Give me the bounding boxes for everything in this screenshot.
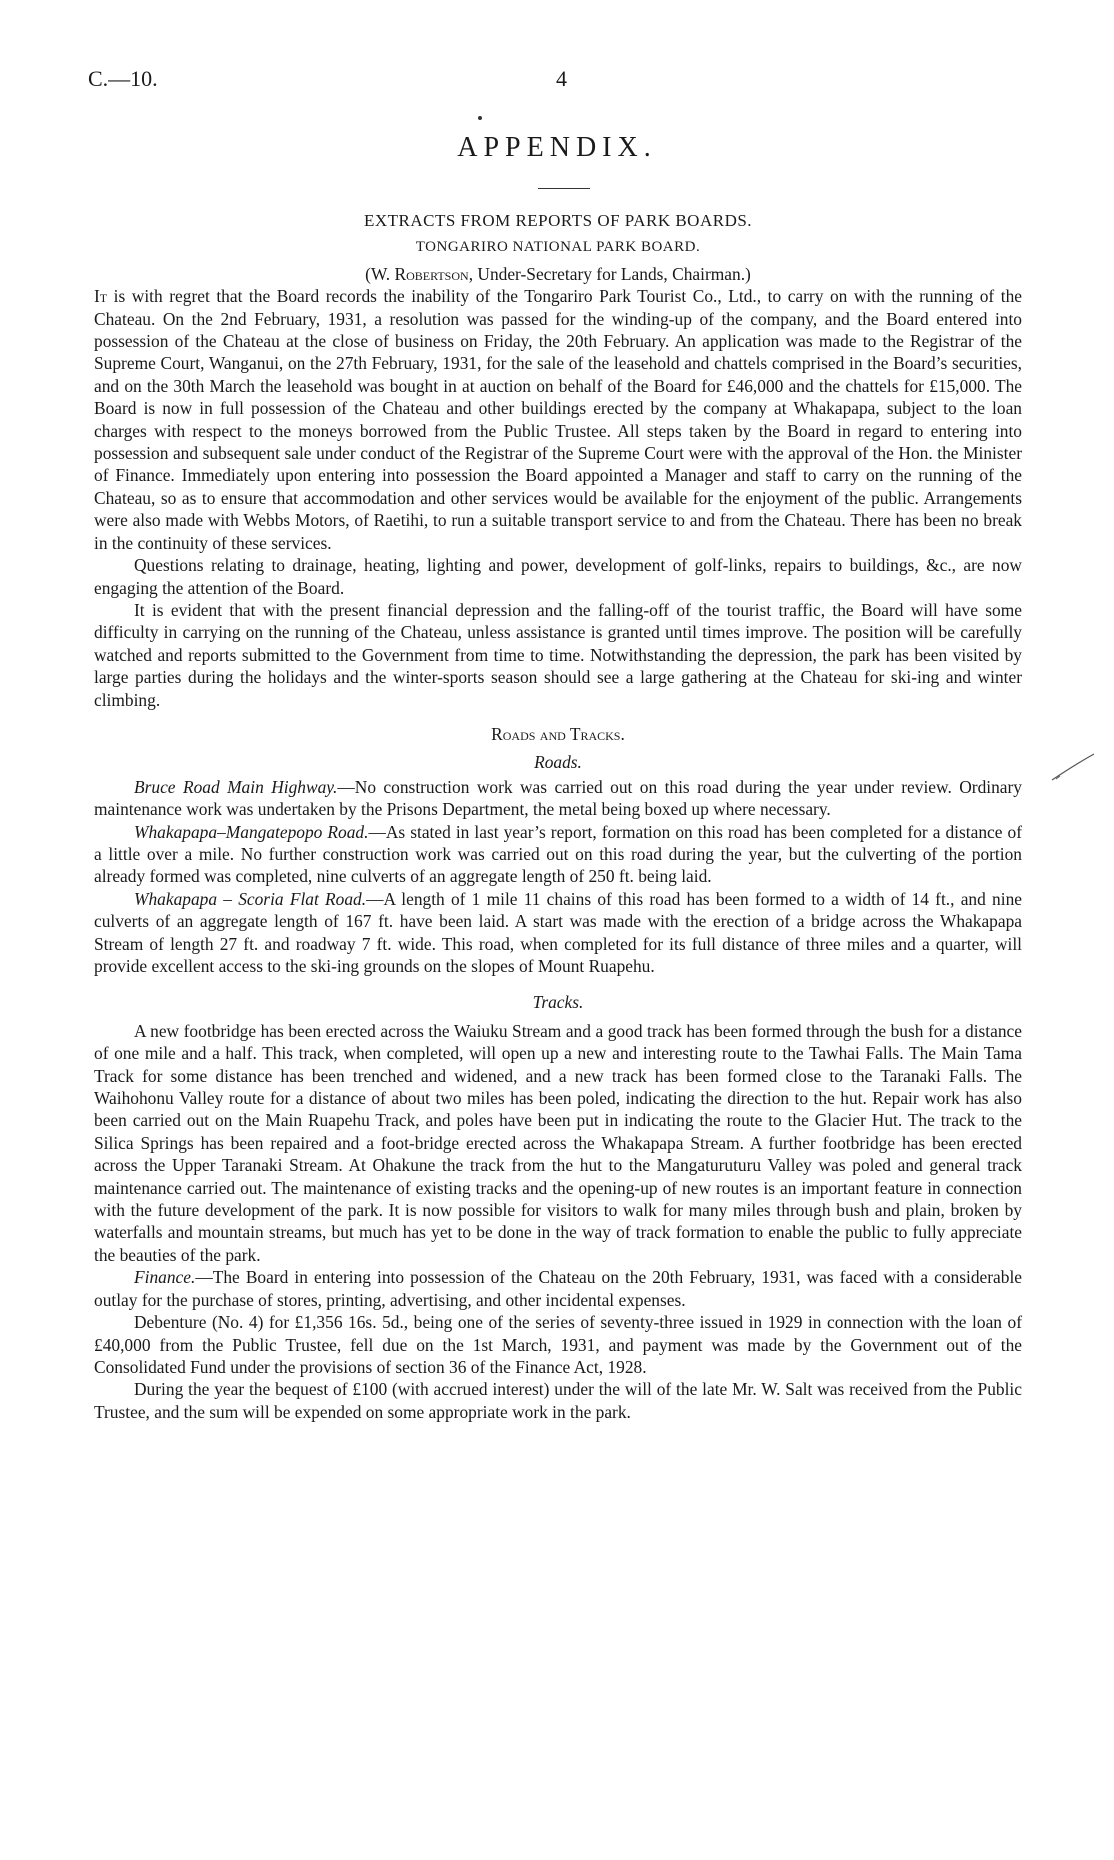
finance-lead: Finance. [134,1267,196,1288]
road-paragraph-bruce [94,776,1022,821]
chairman-rest: , Under-Secretary for Lands, Chairman.) [468,263,751,284]
page-header [88,66,1026,96]
chairman-line [94,263,1022,285]
road-paragraph-scoria-flat [94,888,1022,978]
board-title: TONGARIRO NATIONAL PARK BOARD. [415,239,701,256]
intro-paragraph-1 [94,285,1022,554]
road-paragraph-mangatepopo [94,821,1022,888]
finance-paragraph-2: Debenture (No. 4) for £1,356 16s. 5d., being one of the series of seventy-three issued in 1929 in connection with the loan of £40,000 from the Public Trustee, fell due on the 1st March, 1931, and payment was made by the Government out of the Consolidated Fund under the provisions of section 36 of the Finance Act, 1928. [94,1312,1022,1377]
roads-tracks-heading: Roads and Tracks. [491,723,625,744]
page-number: 4 [556,66,567,91]
finance-paragraph-1 [94,1266,1022,1311]
document-reference: C.—10. [88,66,158,91]
tracks-heading: Tracks. [532,992,584,1013]
road-text: —No construction work was carried out on this road during the year under review. Ordinary maintenance work was undertaken by the Prisons Department, the metal being boxed up where necessary. [94,776,1022,820]
print-speck [478,116,482,120]
intro-text: is with regret that the Board records the inability of the Tongariro Park Tourist Co., Ltd., to carry on with the running of the Chateau. On the 2nd February, 1931, a resolution was passed for the winding-up of the company, and the Board entered into possession of the Chateau at the close of business on Friday, the 20th February. An application was made to the Registrar of the Supreme Court, Wanganui, on the 27th February, 1931, for the sale of the leasehold and chattels comprised in the Board’s securities, and on the 30th March the leasehold was bought in at auction on behalf of the Board for £46,000 and the chattels for £15,000. The Board is now in full possession of the Chateau and other buildings erected by the company at Whakapapa, subject to the loan charges with respect to the moneys borrowed from the Public Trustee. All steps taken by the Board in regard to entering into possession and subsequent sale under conduct of the Registrar of the Supreme Court were with the approval of the Hon. the Minister of Finance. Immediately upon entering into possession the Board appointed a Manager and staff to carry on the running of the Chateau, so as to ensure that accommodation and other services would be available for the enjoyment of the public. Arrangements were also made with Webbs Motors, of Raetihi, to run a suitable transport service to and from the Chateau. There has been no break in the continuity of these services. [94,286,1022,553]
chairman-open: (W. [365,263,395,284]
road-lead: Bruce Road Main Highway. [134,776,338,797]
tracks-paragraph: A new footbridge has been erected across the Waiuku Stream and a good track has been formed through the bush for a distance of one mile and a half. This track, when completed, will open up a new and interesting route to the Tawhai Falls. The Main Tama Track for some distance has been trenched and widened, and a new track has been formed close to the Taranaki Falls. The Waihohonu Valley route for a distance of about two miles has been poled, indicating the direction to the hut. Repair work has also been carried out on the Main Ruapehu Track, and poles have been put in indicating the route to the Glacier Hut. The track to the Silica Springs has been repaired and a foot-bridge erected across the Whakapapa Stream. A further footbridge has been erected across the Upper Taranaki Stream. At Ohakune the track from the hut to the Mangaturuturu Valley was poled and general track maintenance carried out. The maintenance of existing tracks and the opening-up of new routes is an important feature in connection with the future development of the park. It is now possible for visitors to walk for many miles through bush and plain, broken by waterfalls and mountain streams, but much has yet to be done in the way of track formation to enable the public to fully appreciate the beauties of the park. [94,1020,1022,1265]
intro-paragraph-3: It is evident that with the present financial depression and the falling-off of the tourist traffic, the Board will have some difficulty in carrying on the running of the Chateau, unless assistance is granted until times improve. The position will be carefully watched and reports submitted to the Government from time to time. Notwithstanding the depression, the park has been visited by large parties during the holidays and the winter-sports season should see a large gathering at the Chateau for ski-ing and winter climbing. [94,599,1022,710]
body-text [94,208,1022,1423]
chairman-name: Robertson [394,263,469,284]
finance-paragraph-3: During the year the bequest of £100 (with accrued interest) under the will of the late Mr. W. Salt was received from the Public Trustee, and the sum will be expended on some appropriate work in the park. [94,1379,1022,1422]
margin-pencil-mark [1050,752,1096,782]
appendix-heading: APPENDIX. [457,132,657,163]
road-lead: Whakapapa – Scoria Flat Road. [134,888,367,909]
road-text: —A length of 1 mile 11 chains of this road has been formed to a width of 14 ft., and nine culverts of an aggregate length of 167 ft. have been laid. A start was made with the erection of a bridge across the Whakapapa Stream of length 27 ft. and roadway 7 ft. wide. This road, when completed for its full distance of three miles and a quarter, will provide excellent access to the ski-ing grounds on the slopes of Mount Ruapehu. [94,888,1022,976]
intro-paragraph-2: Questions relating to drainage, heating, lighting and power, development of golf-links, repairs to buildings, &c., are now engaging the attention of the Board. [94,555,1022,598]
intro-lead: It [94,286,108,307]
road-lead: Whakapapa–Mangatepopo Road. [134,821,369,842]
road-text: —As stated in last year’s report, formation on this road has been completed for a distance of a little over a mile. No further construction work was carried out on this road during the year, but the culverting of the portion already formed was completed, nine culverts of an aggregate length of 250 ft. being laid. [94,821,1022,887]
heading-rule [538,188,590,189]
finance-text: —The Board in entering into possession of the Chateau on the 20th February, 1931, was faced with a considerable outlay for the purchase of stores, printing, advertising, and other incidental expenses. [94,1267,1022,1310]
report-title: EXTRACTS FROM REPORTS OF PARK BOARDS. [363,211,753,230]
roads-heading: Roads. [534,752,582,773]
